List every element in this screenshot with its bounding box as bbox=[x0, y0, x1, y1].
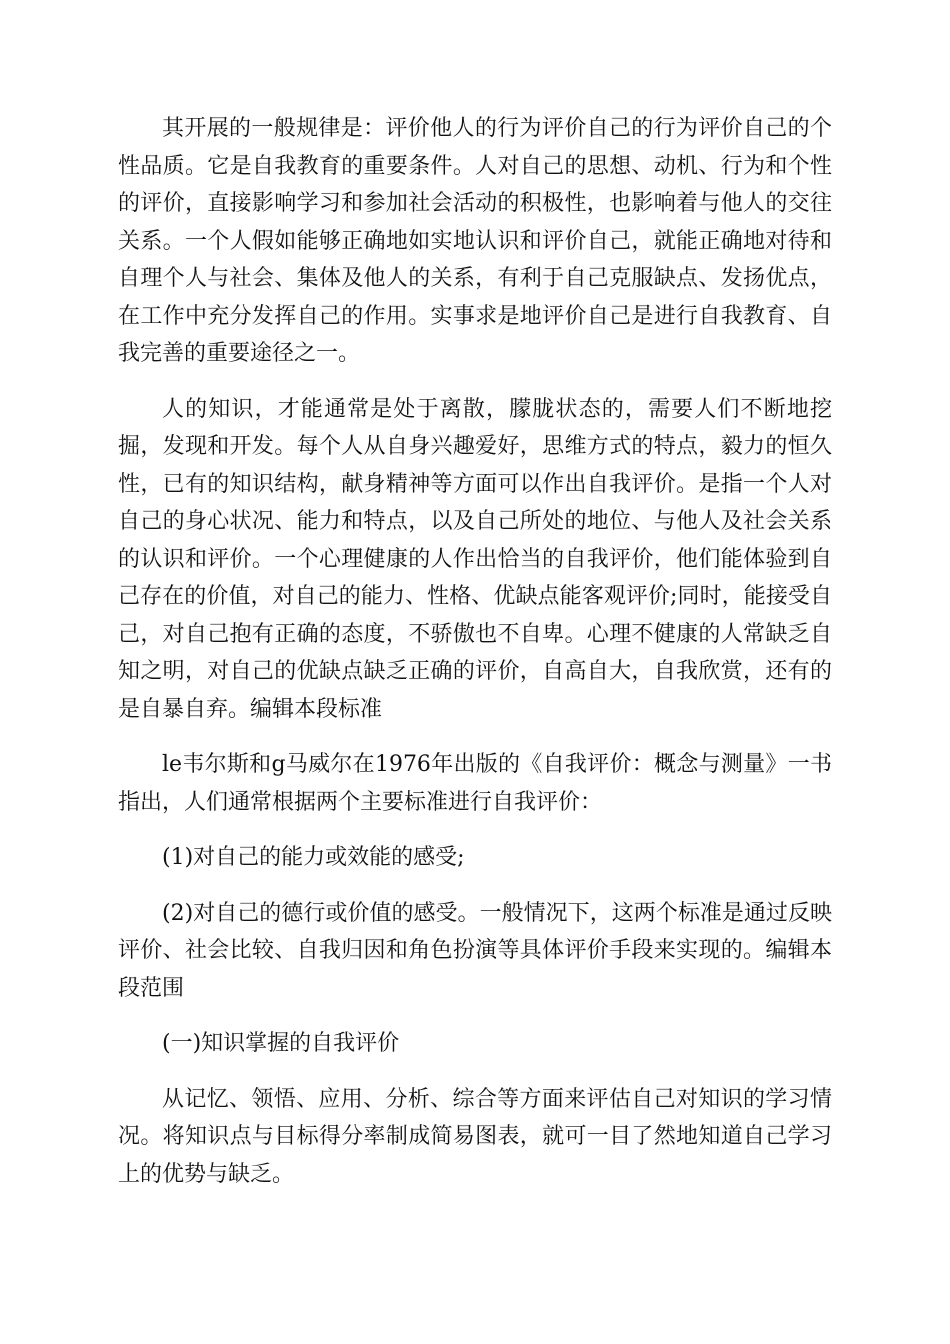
paragraph-standards-intro: le韦尔斯和g马威尔在1976年出版的《自我评价：概念与测量》一书指出，人们通常根据两个主要标准进行自我评价： bbox=[118, 752, 832, 815]
paragraph-standard-one: (1)对自己的能力或效能的感受; bbox=[162, 845, 465, 870]
paragraph-knowledge-evaluation: 从记忆、领悟、应用、分析、综合等方面来评估自己对知识的学习情况。将知识点与目标得分率制成简易图表，就可一目了然地知道自己学习上的优势与缺乏。 bbox=[118, 1086, 832, 1187]
paragraph-standard-two: (2)对自己的德行或价值的感受。一般情况下，这两个标准是通过反映评价、社会比较、自我归因和角色扮演等具体评价手段来实现的。编辑本段范围 bbox=[118, 900, 832, 1001]
paragraph-self-evaluation-pattern: 其开展的一般规律是：评价他人的行为评价自己的行为评价自己的个性品质。它是自我教育的重要条件。人对自己的思想、动机、行为和个性的评价，直接影响学习和参加社会活动的积极性，也影响着与他人的交往关系。一个人假如能够正确地如实地认识和评价自己，就能正确地对待和自理个人与社会、集体及他人的关系，有利于自己克服缺点、发扬优点，在工作中充分发挥自己的作用。实事求是地评价自己是进行自我教育、自我完善的重要途径之一。 bbox=[118, 116, 832, 366]
document-body bbox=[118, 110, 832, 1211]
paragraph-scope-heading: (一)知识掌握的自我评价 bbox=[162, 1031, 400, 1056]
paragraph-knowledge-and-ability: 人的知识，才能通常是处于离散，朦胧状态的，需要人们不断地挖掘，发现和开发。每个人从自身兴趣爱好，思维方式的特点，毅力的恒久性，已有的知识结构，献身精神等方面可以作出自我评价。是指一个人对自己的身心状况、能力和特点，以及自己所处的地位、与他人及社会关系的认识和评价。一个心理健康的人作出恰当的自我评价，他们能体验到自己存在的价值，对自己的能力、性格、优缺点能客观评价;同时，能接受自己，对自己抱有正确的态度，不骄傲也不自卑。心理不健康的人常缺乏自知之明，对自己的优缺点缺乏正确的评价，自高自大，自我欣赏，还有的是自暴自弃。编辑本段标准 bbox=[118, 396, 832, 722]
